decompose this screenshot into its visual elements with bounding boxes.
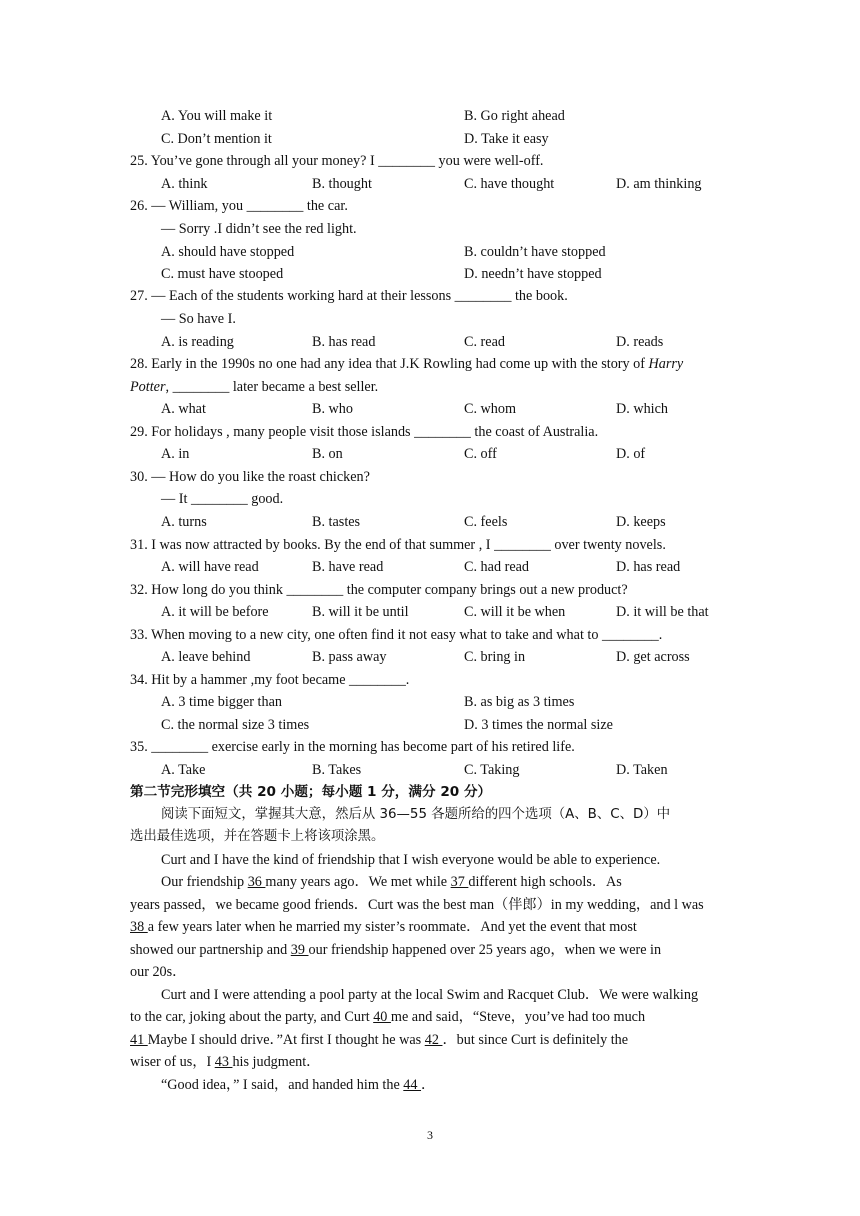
q34-option-d: D. 3 times the normal size <box>464 717 613 733</box>
passage-text: to the car, joking about the party, and Curt <box>130 1009 374 1025</box>
q28-option-c: C. whom <box>464 401 517 417</box>
q24-option-d: D. Take it easy <box>464 131 549 147</box>
q28-option-d: D. which <box>616 401 669 417</box>
blank-36: 36 <box>247 874 266 890</box>
q26-option-b: B. couldn’t have stopped <box>464 244 606 260</box>
q25-option-d: D. am thinking <box>616 176 702 192</box>
passage-text: Our friendship <box>161 874 248 890</box>
passage-line-3: years passed，we became good friends．Curt was the best man（伴郎）in my wedding，and l was <box>130 897 704 913</box>
passage-text: “Good idea，” I said，and handed him the <box>161 1077 404 1093</box>
q25-option-c: C. have thought <box>464 176 555 192</box>
q30-option-c: C. feels <box>464 514 508 530</box>
q28-stem-line2 <box>130 378 378 396</box>
q29-stem: 29. For holidays , many people visit those islands ________ the coast of Australia. <box>130 424 599 440</box>
q29-option-b: B. on <box>312 446 343 462</box>
q27-option-c: C. read <box>464 334 505 350</box>
q24-option-c: C. Don’t mention it <box>161 131 272 147</box>
passage-line-8 <box>130 1008 645 1026</box>
q26-option-a: A. should have stopped <box>161 244 295 260</box>
q25-option-a: A. think <box>161 176 208 192</box>
blank-42: 42 <box>424 1032 443 1048</box>
q31-option-b: B. have read <box>312 559 384 575</box>
q35-option-b: B. Takes <box>312 762 362 778</box>
q31-option-a: A. will have read <box>161 559 259 575</box>
q34-stem: 34. Hit by a hammer ,my foot became ________. <box>130 672 410 688</box>
passage-text: Maybe I should drive．”At first I thought he was <box>147 1032 425 1048</box>
passage-text: many years ago．We met while <box>265 874 451 890</box>
section-heading: 第二节完形填空（共 20 小题；每小题 1 分，满分 20 分） <box>130 784 492 800</box>
blank-43: 43 <box>214 1054 233 1070</box>
blank-41: 41 <box>130 1032 148 1048</box>
q35-stem: 35. ________ exercise early in the morning has become part of his retired life. <box>130 739 575 755</box>
passage-line-5 <box>130 941 661 959</box>
q30-option-d: D. keeps <box>616 514 666 530</box>
q27-reply: — So have I. <box>161 311 236 327</box>
q34-option-c: C. the normal size 3 times <box>161 717 310 733</box>
q27-option-d: D. reads <box>616 334 664 350</box>
q33-stem: 33. When moving to a new city, one often find it not easy what to take and what to ________. <box>130 627 663 643</box>
passage-text: different high schools．As <box>468 874 622 890</box>
page-number: 3 <box>427 1128 433 1142</box>
q29-option-c: C. off <box>464 446 497 462</box>
q26-option-d: D. needn’t have stopped <box>464 266 602 282</box>
q28-option-a: A. what <box>161 401 206 417</box>
q28-stem-text: 28. Early in the 1990s no one had any idea that J.K Rowling had come up with the story of <box>130 356 649 372</box>
passage-line-9 <box>130 1031 628 1049</box>
q33-option-c: C. bring in <box>464 649 526 665</box>
blank-38: 38 <box>130 919 148 935</box>
q35-option-a: A. Take <box>161 762 206 778</box>
q26-reply: — Sorry .I didn’t see the red light. <box>161 221 357 237</box>
q28-option-b: B. who <box>312 401 353 417</box>
q26-stem: 26. — William, you ________ the car. <box>130 198 348 214</box>
blank-37: 37 <box>450 874 469 890</box>
passage-line-6: our 20s． <box>130 964 187 980</box>
passage-text: showed our partnership and <box>130 942 291 958</box>
q27-option-b: B. has read <box>312 334 376 350</box>
passage-line-7: Curt and I were attending a pool party at the local Swim and Racquet Club．We were walking <box>161 987 699 1003</box>
passage-text: a few years later when he married my sister’s roommate．And yet the event that most <box>147 919 637 935</box>
q24-option-a: A. You will make it <box>161 108 273 124</box>
q32-option-c: C. will it be when <box>464 604 566 620</box>
q32-option-a: A. it will be before <box>161 604 269 620</box>
q33-option-b: B. pass away <box>312 649 387 665</box>
q30-option-a: A. turns <box>161 514 207 530</box>
q29-option-d: D. of <box>616 446 646 462</box>
q28-title-italic-2: Potter <box>130 379 166 395</box>
q33-option-d: D. get across <box>616 649 690 665</box>
blank-40: 40 <box>373 1009 391 1025</box>
passage-text: wiser of us，I <box>130 1054 215 1070</box>
q32-option-d: D. it will be that <box>616 604 709 620</box>
q32-stem: 32. How long do you think ________ the computer company brings out a new product? <box>130 582 628 598</box>
q30-option-b: B. tastes <box>312 514 361 530</box>
q24-option-b: B. Go right ahead <box>464 108 565 124</box>
passage-text: his judgment． <box>232 1054 321 1070</box>
q35-option-d: D. Taken <box>616 762 668 778</box>
q31-option-d: D. has read <box>616 559 681 575</box>
q34-option-b: B. as big as 3 times <box>464 694 575 710</box>
q28-stem-tail: , ________ later became a best seller. <box>165 379 379 395</box>
q25-stem: 25. You’ve gone through all your money? I ________ you were well-off. <box>130 153 544 169</box>
section-instruction-line2: 选出最佳选项，并在答题卡上将该项涂黑。 <box>130 829 385 844</box>
passage-line-4 <box>130 918 637 936</box>
passage-line-11 <box>161 1076 435 1094</box>
q33-option-a: A. leave behind <box>161 649 251 665</box>
q32-option-b: B. will it be until <box>312 604 409 620</box>
passage-line-2 <box>161 873 622 891</box>
q28-title-italic: Harry <box>648 356 684 372</box>
section-instruction-line1: 阅读下面短文，掌握其大意，然后从 36—55 各题所给的四个选项（A、B、C、D）中 <box>161 807 671 822</box>
q27-stem: 27. — Each of the students working hard at their lessons ________ the book. <box>130 288 568 304</box>
q30-stem: 30. — How do you like the roast chicken? <box>130 469 370 485</box>
q25-option-b: B. thought <box>312 176 372 192</box>
passage-text: me and said，“Steve，you’ve had too much <box>390 1009 646 1025</box>
q29-option-a: A. in <box>161 446 190 462</box>
q34-option-a: A. 3 time bigger than <box>161 694 282 710</box>
q31-option-c: C. had read <box>464 559 530 575</box>
q27-option-a: A. is reading <box>161 334 234 350</box>
q28-stem-line1 <box>130 355 683 373</box>
passage-text: ．but since Curt is definitely the <box>442 1032 629 1048</box>
q30-reply: — It ________ good. <box>161 491 284 507</box>
q31-stem: 31. I was now attracted by books. By the end of that summer , I ________ over twenty novels. <box>130 537 666 553</box>
passage-line-1: Curt and I have the kind of friendship that I wish everyone would be able to experience. <box>161 852 661 868</box>
passage-line-10 <box>130 1053 320 1071</box>
blank-44: 44 <box>403 1077 422 1093</box>
passage-text: our friendship happened over 25 years ago，when we were in <box>308 942 662 958</box>
q26-option-c: C. must have stooped <box>161 266 284 282</box>
blank-39: 39 <box>290 942 309 958</box>
q35-option-c: C. Taking <box>464 762 520 778</box>
passage-text: ． <box>421 1077 436 1093</box>
